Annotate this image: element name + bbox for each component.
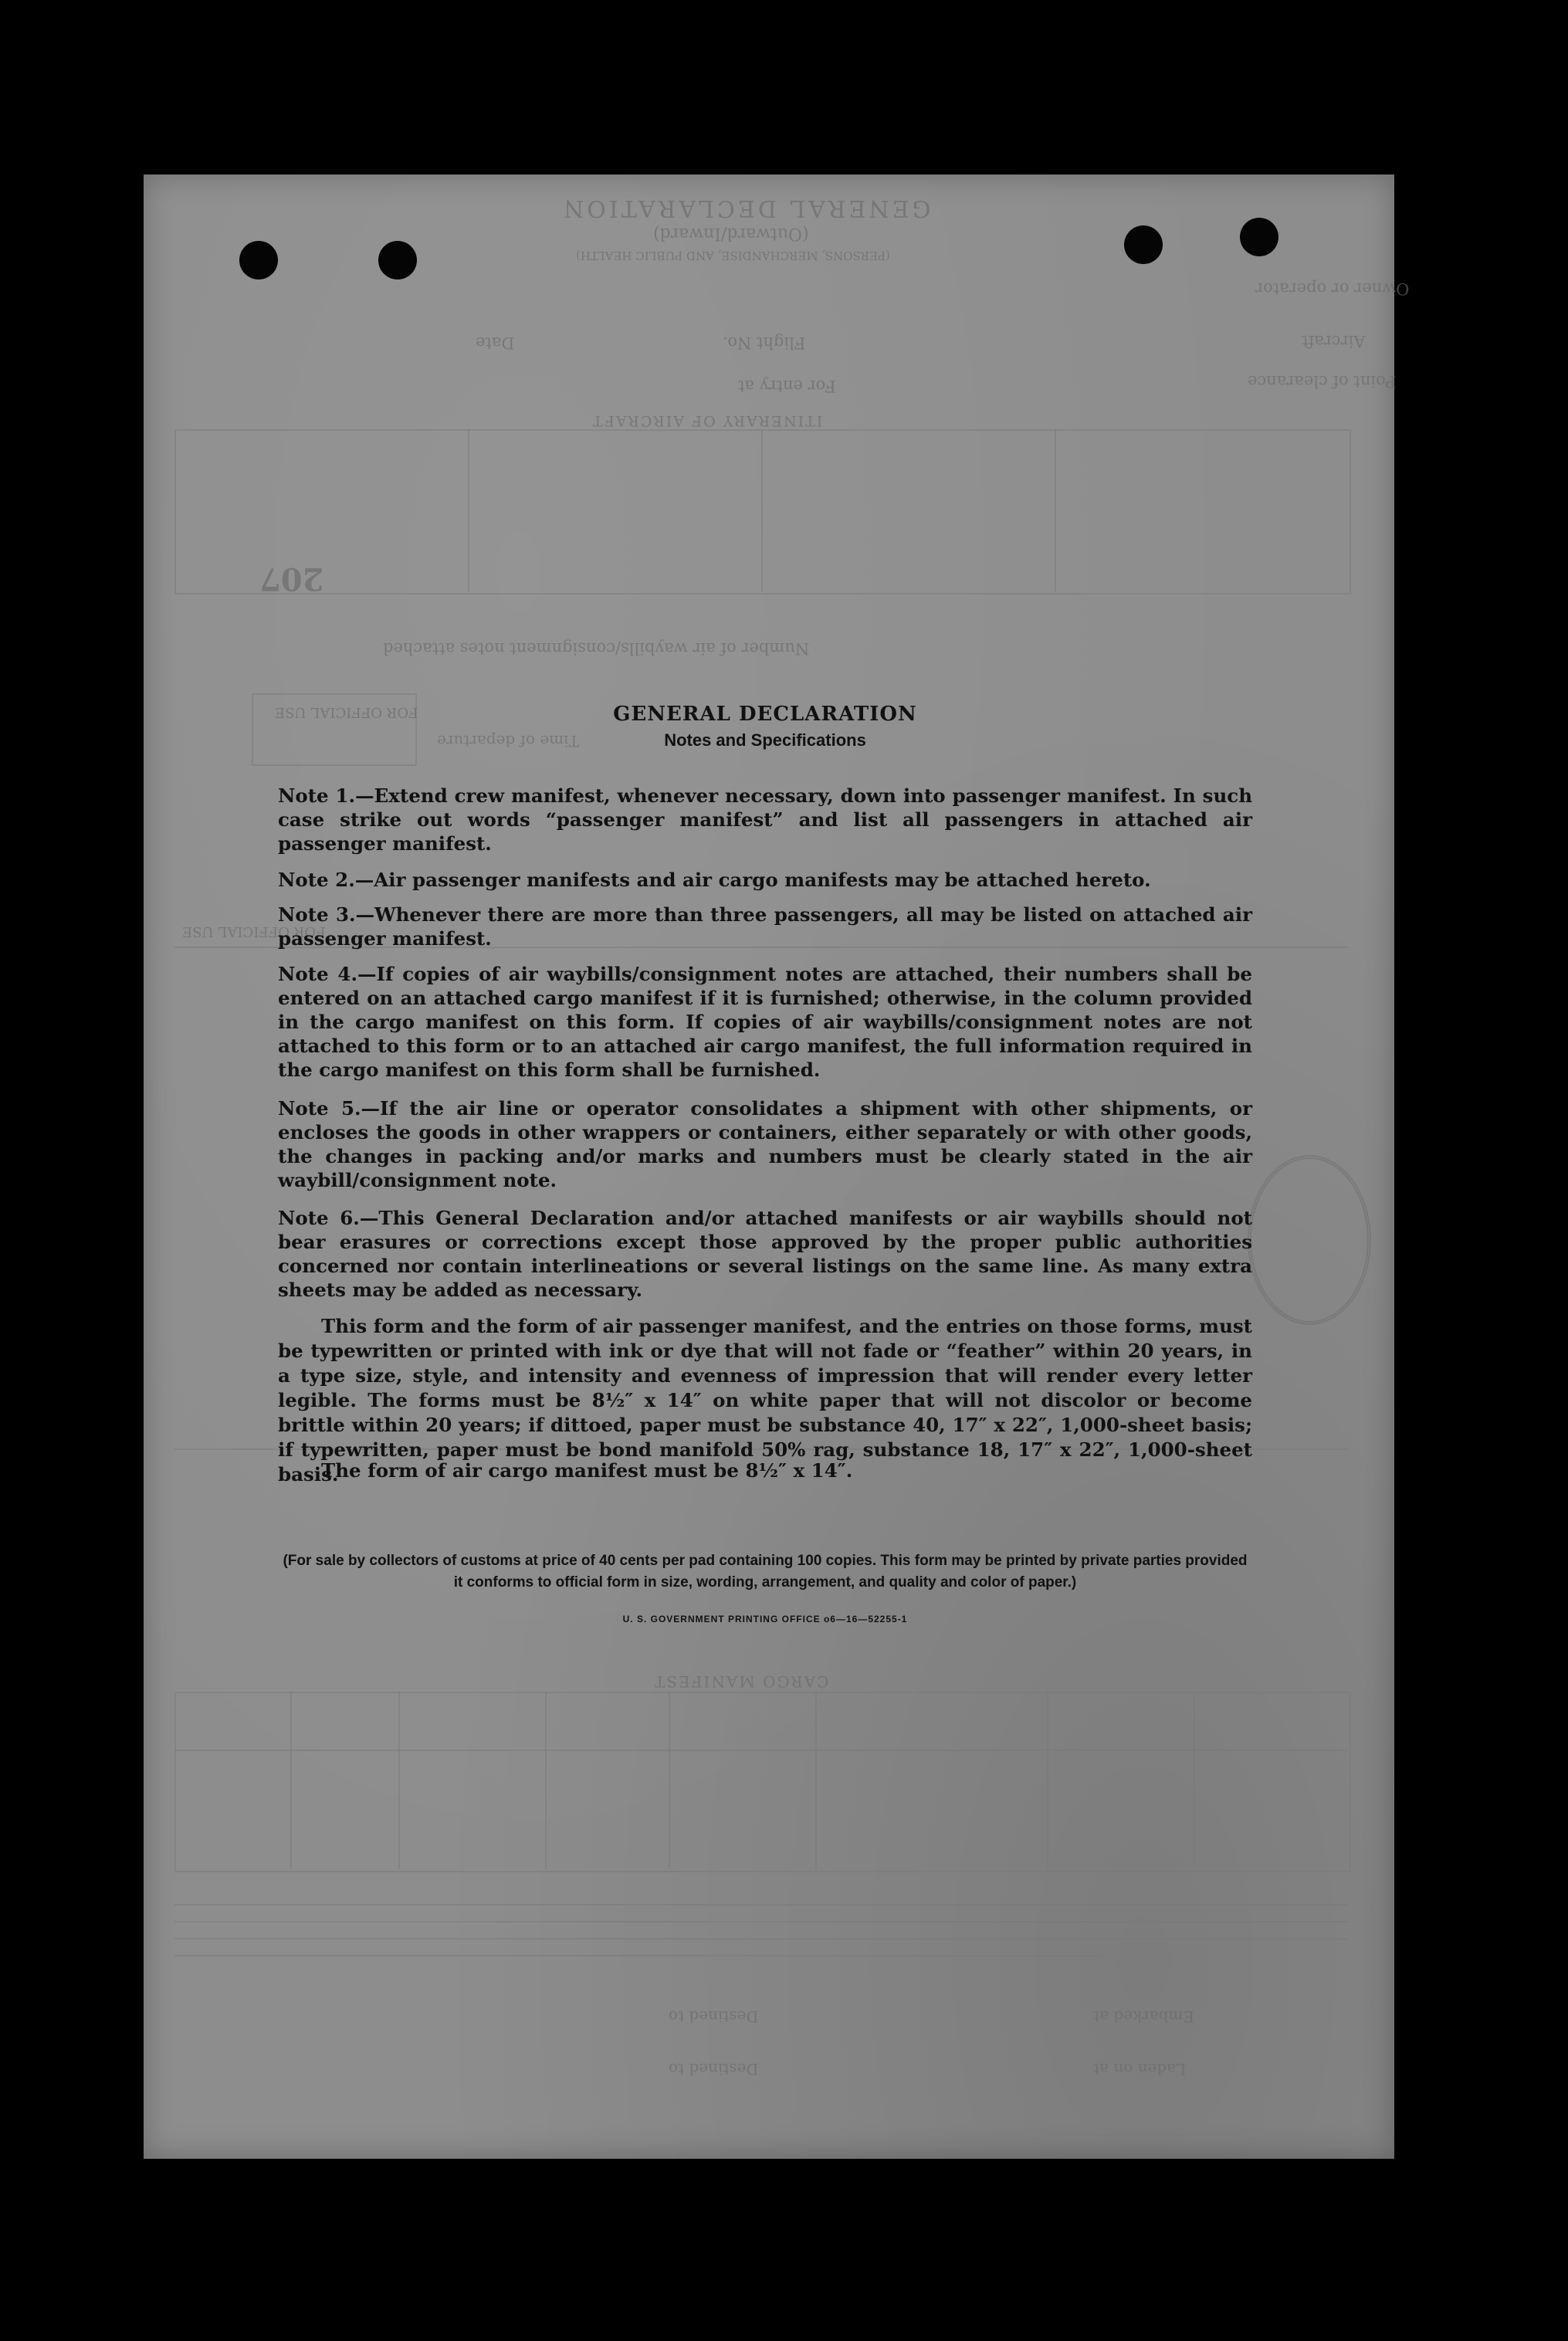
note-3 bbox=[278, 903, 1252, 950]
sale-notice: (For sale by collectors of customs at price of 40 cents per pad containing 100 copies. This form may be printed by private parties provided it conforms to official form in size, wording, arrangement, and quality and color of paper.) bbox=[283, 1553, 1248, 1591]
punch-hole bbox=[1124, 225, 1163, 264]
bleed-through-owner: Owner or operator bbox=[1255, 279, 1410, 298]
bleed-through-official-use: FOR OFFICIAL USE bbox=[275, 704, 418, 720]
bleed-through-clearance: Point of clearance bbox=[1248, 372, 1397, 391]
note-6 bbox=[278, 1206, 1252, 1302]
note-text: Whenever there are more than three passengers, all may be listed on attached air passenger manifest. bbox=[278, 903, 1252, 950]
note-label: Note 3.— bbox=[278, 903, 375, 926]
page-title: GENERAL DECLARATION bbox=[613, 703, 917, 726]
bleed-through-stamp-number: 207 bbox=[259, 561, 324, 597]
page-subtitle: Notes and Specifications bbox=[664, 730, 866, 750]
punch-hole bbox=[1240, 218, 1278, 256]
punch-hole bbox=[239, 241, 278, 279]
punch-hole bbox=[378, 241, 417, 279]
note-text: Extend crew manifest, whenever necessary, down into passenger manifest. In such case strike out words “passenger manifest” and list all passengers in attached air passenger manifest. bbox=[278, 784, 1253, 855]
note-label: Note 5.— bbox=[278, 1097, 381, 1120]
bleed-through-destined: Destined to bbox=[669, 2007, 759, 2026]
bleed-through-cargo-manifest: CARGO MANIFEST bbox=[653, 1672, 829, 1691]
bleed-through-aircraft: Aircraft bbox=[1302, 332, 1366, 351]
bleed-through-itinerary: ITINERARY OF AIRCRAFT bbox=[591, 412, 823, 429]
form-specification-paragraph: This form and the form of air passenger manifest, and the entries on those forms, must be typewritten or printed with ink or dye that will not fade or “feather” within 20 years, in a type size, style, and intensity and evenness of impression that will render every letter legible. The forms must be 8½″ x 14″ on white paper that will not discolor or become brittle within 20 years; if dittoed, paper must be substance 40, 17″ x 22″, 1,000-sheet basis; if typewritten, paper must be bond manifold 50% rag, substance 18, 17″ x 22″, 1,000-sheet basis. bbox=[278, 1315, 1252, 1486]
note-text: Air passenger manifests and air cargo manifests may be attached hereto. bbox=[374, 869, 1151, 891]
bleed-through-laden: Laden on at bbox=[1093, 2060, 1187, 2078]
note-label: Note 6.— bbox=[278, 1207, 379, 1229]
customs-stamp bbox=[1248, 1155, 1371, 1325]
bleed-through-subtitle-2: (PERSONS, MERCHANDISE, AND PUBLIC HEALTH) bbox=[576, 249, 890, 263]
bleed-through-date: Date bbox=[476, 334, 515, 352]
bleed-through-title: GENERAL DECLARATION bbox=[560, 195, 931, 222]
note-4 bbox=[278, 962, 1252, 1082]
bleed-through-waybills: Number of air waybills/consignment notes attached bbox=[383, 639, 810, 658]
bleed-through-cargo-table bbox=[174, 1692, 1351, 1872]
note-text: If the air line or operator consolidates a shipment with other shipments, or encloses the goods in other wrappers or containers, either separately or with other goods, the changes in packing and/or marks and numbers must be clearly stated in the air waybill/consignment note. bbox=[278, 1097, 1253, 1191]
cargo-manifest-size-line: The form of air cargo manifest must be 8½″ x 14″. bbox=[321, 1459, 853, 1482]
note-5 bbox=[278, 1096, 1252, 1192]
note-label: Note 4.— bbox=[278, 963, 377, 985]
note-text: This General Declaration and/or attached manifests or air waybills should not bear erasures or corrections except those approved by the proper public authorities concerned nor contain interlineations or several listings on the same line. As many extra sheets may be added as necessary. bbox=[278, 1207, 1252, 1301]
note-text: If copies of air waybills/consignment notes are attached, their numbers shall be entered on an attached cargo manifest if it is furnished; otherwise, in the column provided in the cargo manifest on this form. If copies of air waybills/consignment notes are not attached to this form or to an attached air cargo manifest, the full information required in the cargo manifest on this form shall be furnished. bbox=[278, 963, 1252, 1081]
bleed-through-for-entry: For entry at bbox=[738, 377, 836, 395]
note-label: Note 1.— bbox=[278, 784, 374, 807]
bleed-through-time-departure: Time of departure bbox=[437, 732, 579, 750]
bleed-through-embarked: Embarked at bbox=[1093, 2007, 1194, 2026]
bleed-through-destined-2: Destined to bbox=[669, 2060, 759, 2078]
note-2 bbox=[278, 868, 1252, 892]
bleed-through-itinerary-table bbox=[174, 429, 1351, 595]
printer-line: U. S. GOVERNMENT PRINTING OFFICE o6—16—52255-1 bbox=[622, 1614, 908, 1624]
note-label: Note 2.— bbox=[278, 869, 374, 891]
note-1 bbox=[278, 784, 1252, 855]
bleed-through-official-use-2: FOR OFFICIAL USE bbox=[182, 923, 326, 940]
bleed-through-flight-no: Flight No. bbox=[723, 334, 806, 352]
bleed-through-subtitle: (Outward/Inward) bbox=[653, 224, 809, 243]
